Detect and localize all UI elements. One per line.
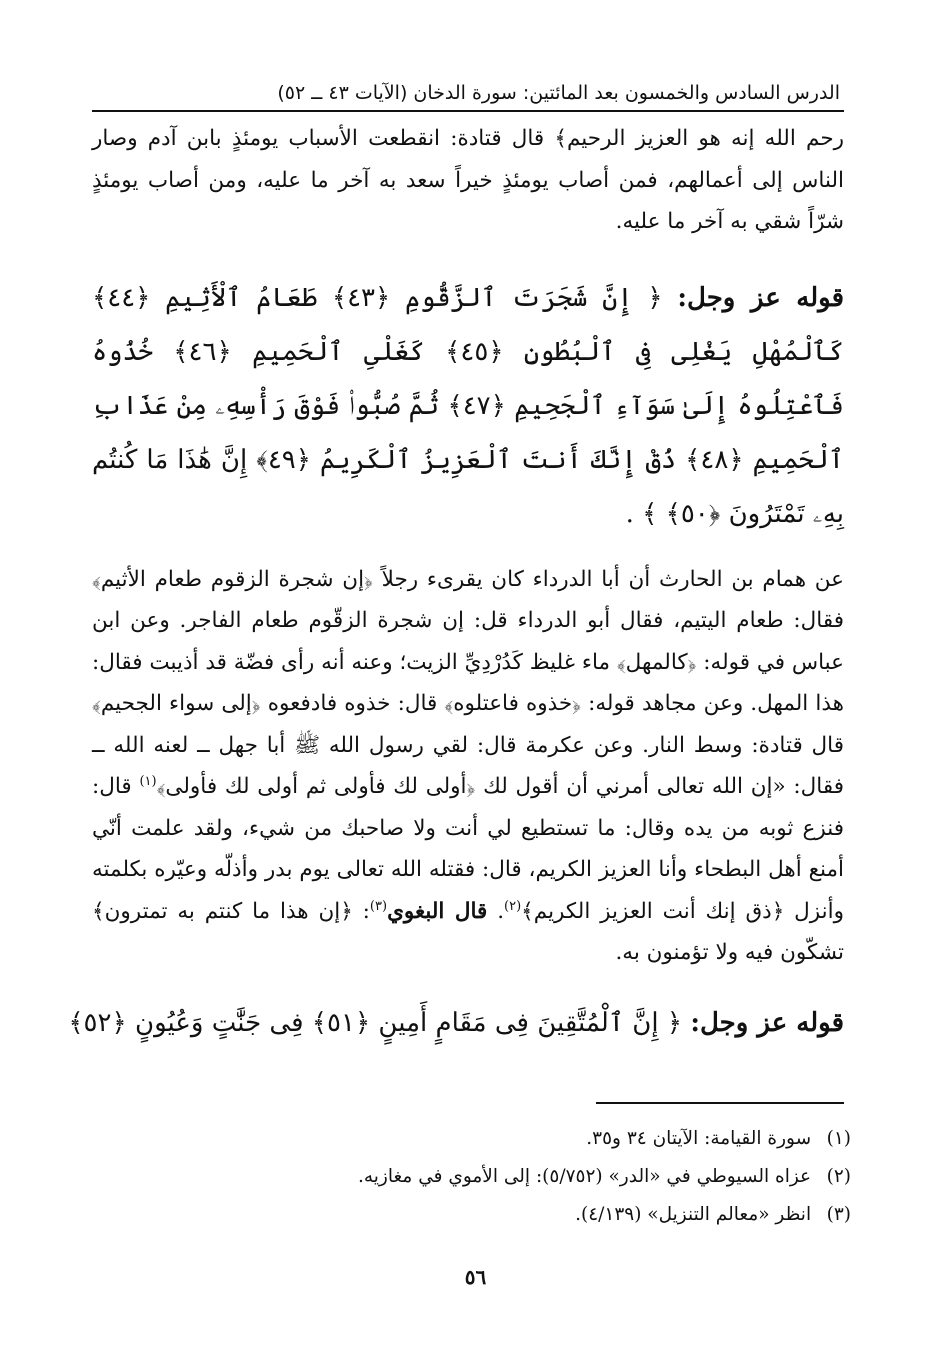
verse-text-1: ﴿ إِنَّ شَجَرَتَ ٱلزَّقُّومِ ﴿٤٣﴾ طَعَامُ ٱلْأَثِيمِ ﴿٤٤﴾ كَٱلْمُهْلِ يَغْلِى فِى ٱلْبُطُونِ ﴿٤٥﴾ كَغَلْىِ ٱلْحَمِيمِ ﴿٤٦﴾ خُذُوهُ فَٱعْتِلُوهُ إِلَىٰ سَوَآءِ ٱلْجَحِيمِ ﴿٤٧﴾ ثُمَّ صُبُّوا۟ فَوْقَ رَأْسِهِۦ مِنْ عَذَابِ ٱلْحَمِيمِ ﴿٤٨﴾ ذُقْ إِنَّكَ أَنتَ ٱلْعَزِيزُ ٱلْكَرِيمُ ﴿٤٩﴾ إِنَّ هَٰذَا مَا كُنتُم بِهِۦ تَمْتَرُونَ ﴿٥٠﴾ ﴾ . — [92, 282, 845, 529]
verse-text-2: ﴿ إِنَّ ٱلْمُتَّقِينَ فِى مَقَامٍ أَمِينٍ ﴿٥١﴾ فِى جَنَّٰتٍ وَعُيُونٍ ﴿٥٢﴾ — [68, 1007, 683, 1038]
footnote-rule — [596, 1102, 844, 1104]
paragraph-2-part-d: : ﴿إن هذا ما كنتم به تمترون﴾ تشكّون فيه ولا تؤمنون به. — [92, 898, 844, 965]
footnote-number: (٢) — [826, 1166, 851, 1187]
page-body — [68, 80, 845, 1050]
quran-verse-block-2 — [68, 996, 844, 1050]
header-rule — [92, 110, 844, 112]
verse-lead-2: قوله عز وجل: — [690, 1007, 844, 1038]
footnote-ref-2: (٢) — [504, 898, 522, 914]
footnotes — [211, 1120, 851, 1234]
paragraph-1: رحم الله إنه هو العزيز الرحيم﴾ قال قتادة: انقطعت الأسباب يومئذٍ بابن آدم وصار الناس إلى أعمالهم، فمن أصاب يومئذٍ خيراً سعد به آخر ما عليه، ومن أصاب يومئذٍ شرّاً شقي به آخر ما عليه. — [92, 126, 844, 234]
footnote-ref-3: (٣) — [369, 898, 388, 914]
verse-lead-1: قوله عز وجل: — [677, 282, 845, 313]
paragraph-2-part-b: قال: فنزع ثوبه من يده وقال: ما تستطيع لي أنت ولا صاحبك من شيء، ولقد علمت أنّي أمنع أهل البطحاء وأنا العزيز الكريم، قال: فقتله الله تعالى يوم بدر وأذلّه وعيّره بكلمته وأنزل ﴿ذق إنك أنت العزيز الكريم﴾ — [92, 774, 844, 924]
footnote-text: سورة القيامة: الآيتان ٣٤ و٣٥. — [586, 1128, 812, 1149]
footnote-number: (٣) — [826, 1204, 851, 1225]
paragraph-2 — [92, 559, 844, 974]
footnote-3 — [211, 1196, 851, 1234]
baghawi-label: قال البغوي — [387, 898, 488, 924]
paragraph-2-part-a: عن همام بن الحارث أن أبا الدرداء كان يقرىء رجلاً ﴿إن شجرة الزقوم طعام الأثيم﴾ فقال: طعام اليتيم، فقال أبو الدرداء قل: إن شجرة الزقّوم طعام الفاجر. وعن ابن عباس في قوله: ﴿كالمهل﴾ ماء غليظ كَدُرْدِيِّ الزيت؛ وعنه أنه رأى فضّة قد أذيبت فقال: هذا المهل. وعن مجاهد قوله: ﴿خذوه فاعتلوه﴾ قال: خذوه فادفعوه ﴿إلى سواء الجحيم﴾ قال قتادة: وسط النار. وعن عكرمة قال: لقي رسول الله ﷺ أبا جهل ــ لعنه الله ــ فقال: «إن الله تعالى أمرني أن أقول لك ﴿أولى لك فأولى ثم أولى لك فأولى﴾ — [92, 566, 844, 799]
running-header: الدرس السادس والخمسون بعد المائتين: سورة الدخان (الآيات ٤٣ ــ ٥٢) — [277, 82, 840, 104]
footnote-ref-1: (١) — [139, 773, 157, 789]
quran-verse-block-1 — [92, 271, 844, 541]
paragraph-2-part-c: . — [487, 898, 505, 924]
footnote-text: انظر «معالم التنزيل» (٤/١٣٩). — [575, 1204, 812, 1225]
footnote-text: عزاه السيوطي في «الدر» (٥/٧٥٢): إلى الأموي في مغازيه. — [357, 1166, 812, 1187]
footnote-number: (١) — [826, 1128, 851, 1149]
footnote-2 — [211, 1158, 851, 1196]
page-number: ٥٦ — [464, 1265, 487, 1289]
footnote-1 — [211, 1120, 851, 1158]
